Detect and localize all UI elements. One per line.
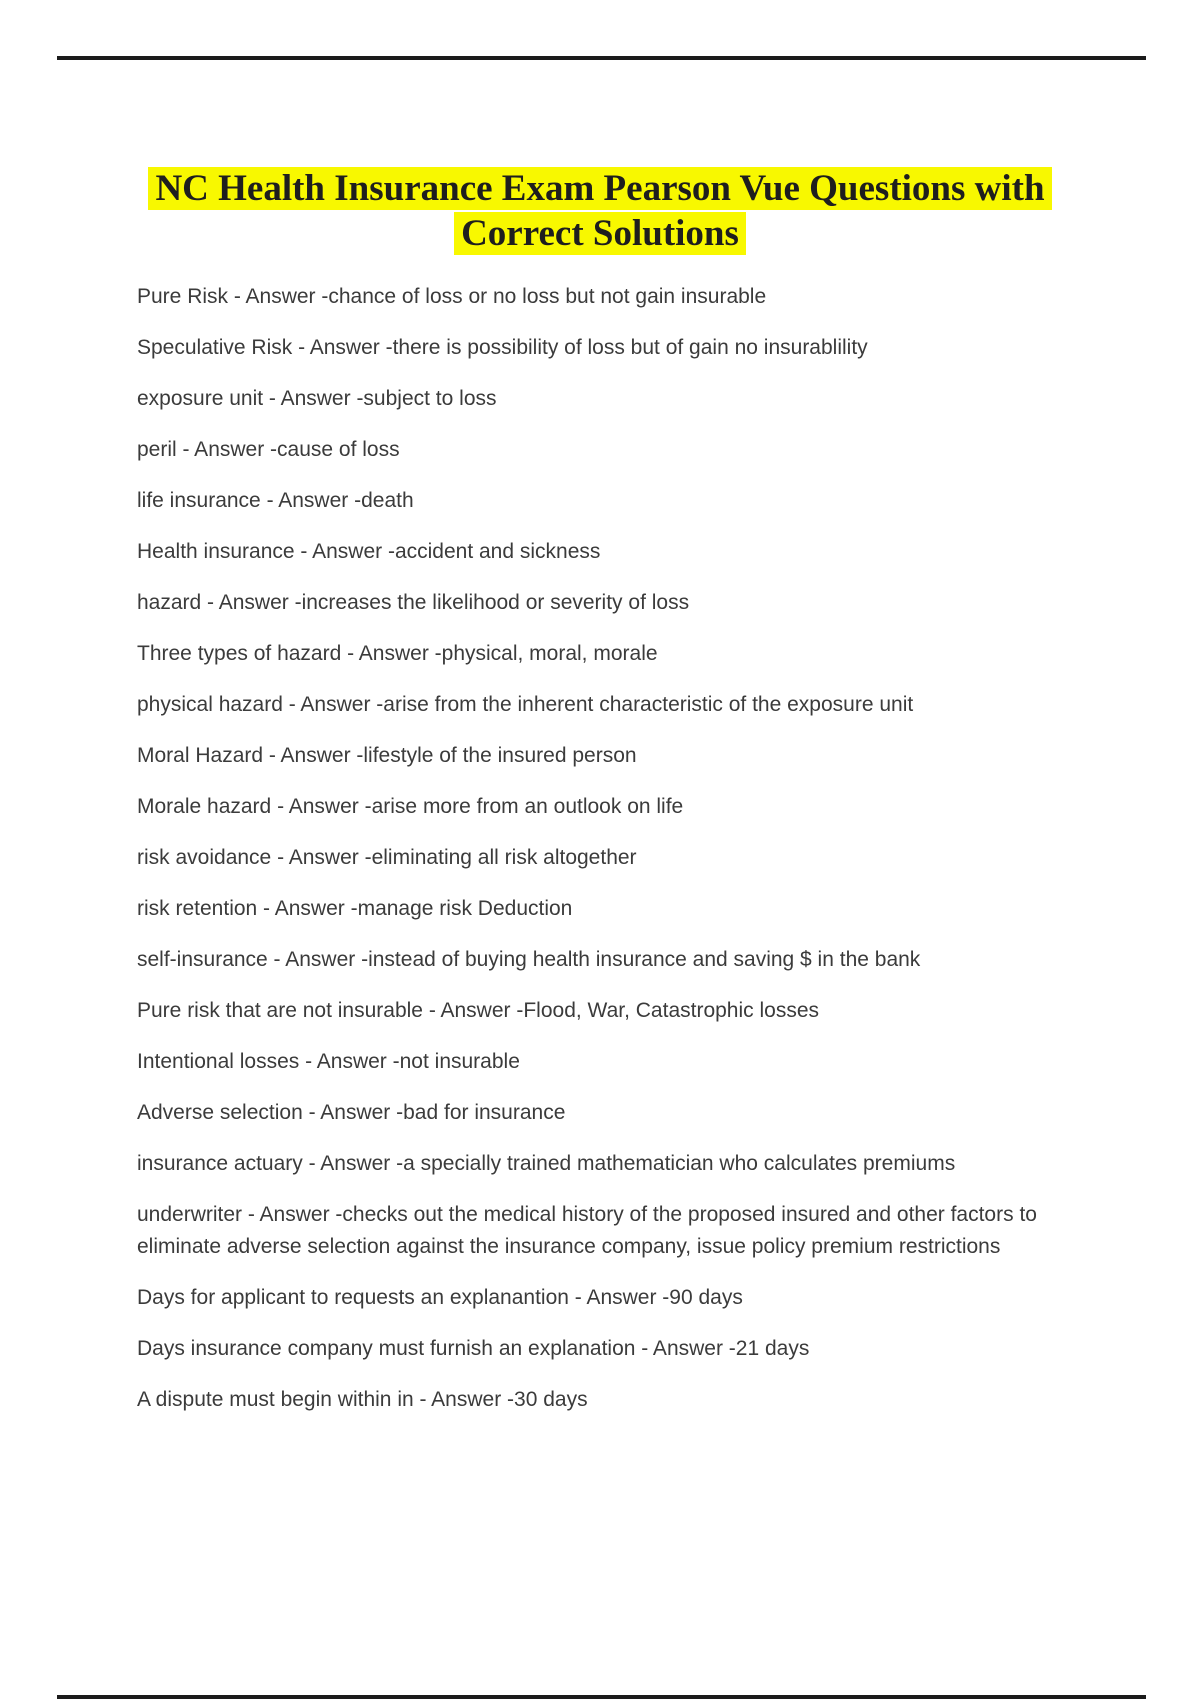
qa-line: Pure risk that are not insurable - Answer -Flood, War, Catastrophic losses xyxy=(137,999,820,1022)
qa-line: underwriter - Answer -checks out the medical history of the proposed insured and other factors to eliminate adverse selection against the insurance company, issue policy premium restrictions xyxy=(137,1203,1037,1258)
qa-line: Health insurance - Answer -accident and sickness xyxy=(137,540,601,563)
page-title-line2: Correct Solutions xyxy=(454,212,746,255)
qa-line: Intentional losses - Answer -not insurable xyxy=(137,1050,520,1073)
qa-line: Adverse selection - Answer -bad for insurance xyxy=(137,1101,566,1124)
qa-line: risk retention - Answer -manage risk Deduction xyxy=(137,897,573,920)
qa-line: peril - Answer -cause of loss xyxy=(137,438,400,461)
qa-line: Moral Hazard - Answer -lifestyle of the insured person xyxy=(137,744,637,767)
qa-line: insurance actuary - Answer -a specially trained mathematician who calculates premiums xyxy=(137,1152,956,1175)
qa-line: Days for applicant to requests an explanantion - Answer -90 days xyxy=(137,1286,743,1309)
page-title-line1: NC Health Insurance Exam Pearson Vue Questions with xyxy=(148,167,1051,210)
qa-list xyxy=(137,281,1081,1435)
qa-line: Days insurance company must furnish an explanation - Answer -21 days xyxy=(137,1337,810,1360)
bottom-horizontal-rule xyxy=(57,1695,1146,1699)
qa-line: self-insurance - Answer -instead of buying health insurance and saving $ in the bank xyxy=(137,948,921,971)
qa-line: A dispute must begin within in - Answer -30 days xyxy=(137,1388,588,1411)
qa-line: Pure Risk - Answer -chance of loss or no loss but not gain insurable xyxy=(137,285,767,308)
qa-line: life insurance - Answer -death xyxy=(137,489,414,512)
qa-line: exposure unit - Answer -subject to loss xyxy=(137,387,497,410)
top-horizontal-rule xyxy=(57,56,1146,60)
qa-line: Three types of hazard - Answer -physical, moral, morale xyxy=(137,642,658,665)
qa-line: physical hazard - Answer -arise from the inherent characteristic of the exposure unit xyxy=(137,693,914,716)
page-title xyxy=(0,166,1200,256)
qa-line: hazard - Answer -increases the likelihood or severity of loss xyxy=(137,591,690,614)
qa-line: Speculative Risk - Answer -there is possibility of loss but of gain no insurablility xyxy=(137,336,868,359)
qa-line: risk avoidance - Answer -eliminating all risk altogether xyxy=(137,846,637,869)
qa-line: Morale hazard - Answer -arise more from an outlook on life xyxy=(137,795,684,818)
